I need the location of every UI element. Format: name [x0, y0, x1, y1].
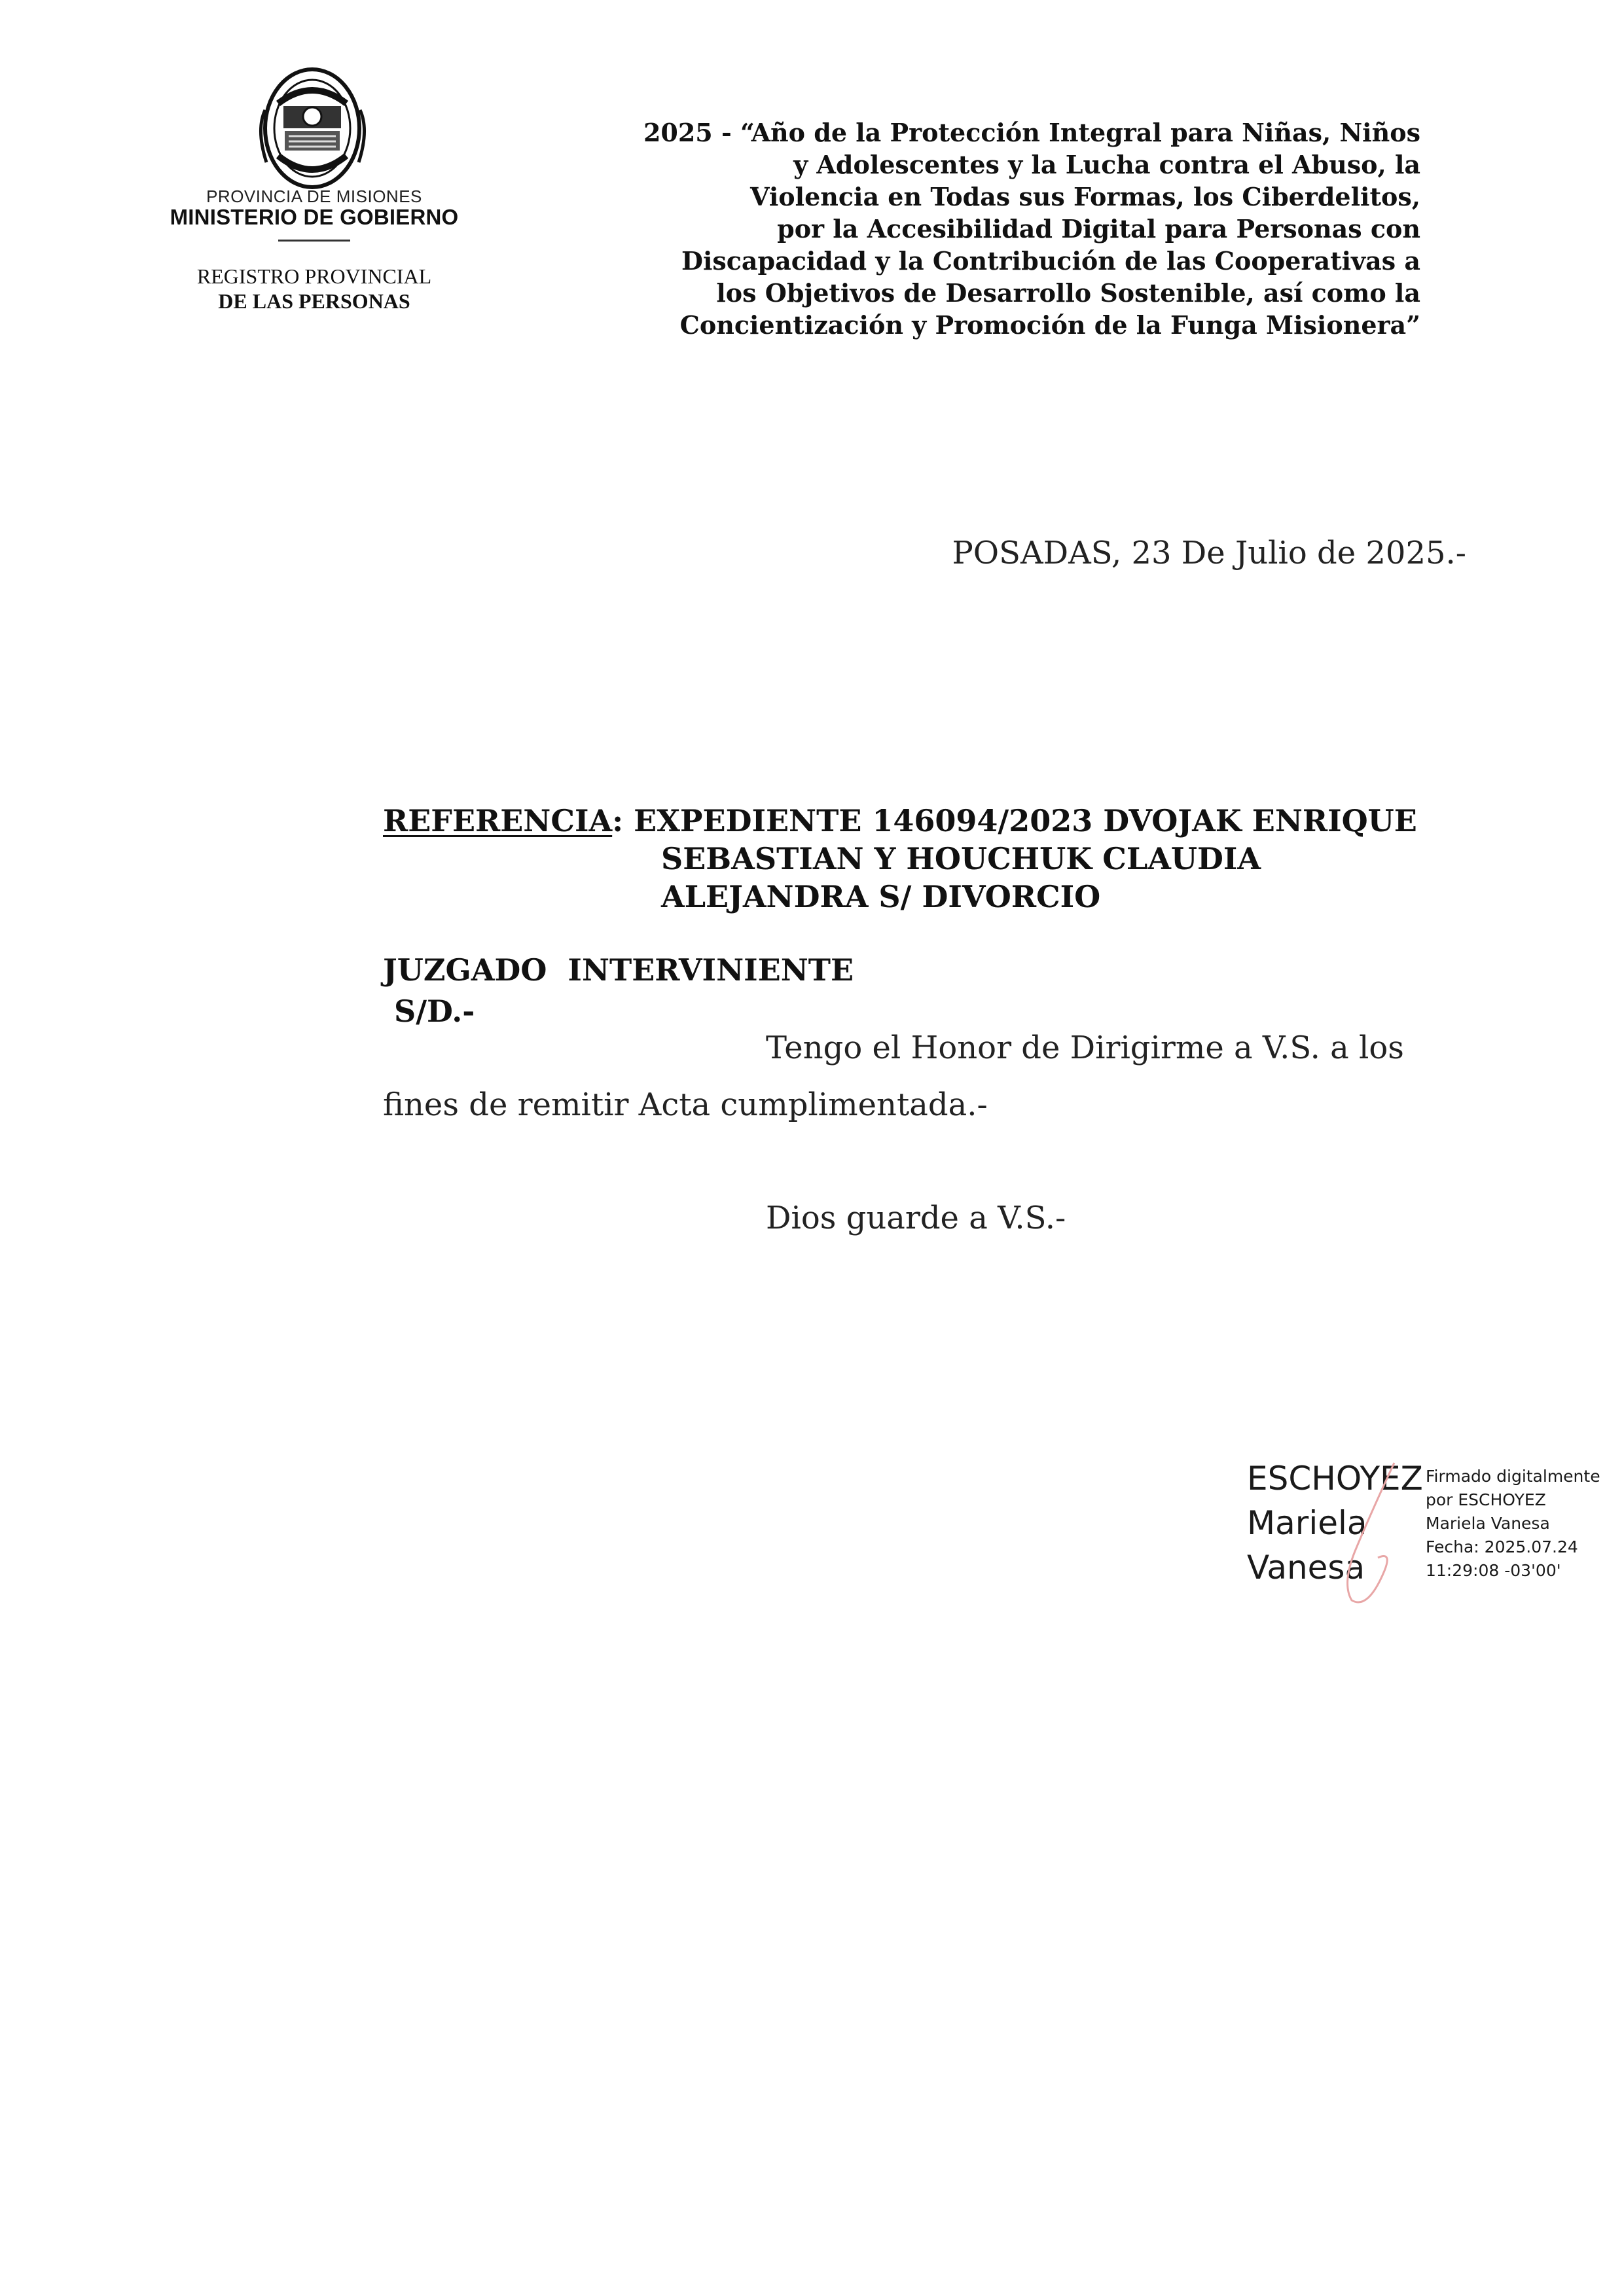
signer-name-line: Mariela: [1247, 1504, 1367, 1542]
ministry-name: MINISTERIO DE GOBIERNO: [170, 205, 459, 229]
reference-case-number: : EXPEDIENTE 146094/2023 DVOJAK ENRIQUE: [612, 803, 1417, 838]
provincial-seal-icon: [252, 64, 373, 195]
reference-block: [383, 802, 1456, 916]
signature-info-line: 11:29:08 -03'00': [1426, 1561, 1561, 1580]
registry-name-line2: DE LAS PERSONAS: [218, 289, 410, 313]
signature-info-line: Mariela Vanesa: [1426, 1514, 1550, 1533]
signer-name-line: ESCHOYEZ: [1247, 1460, 1423, 1498]
motto-line: Concientización y Promoción de la Funga Misionera”: [679, 310, 1420, 340]
signature-info-line: por ESCHOYEZ: [1426, 1490, 1546, 1509]
body-text-line1: Tengo el Honor de Dirigirme a V.S. a los: [766, 1030, 1404, 1066]
signature-info-line: Firmado digitalmente: [1426, 1467, 1600, 1486]
motto-line: Violencia en Todas sus Formas, los Ciberdelitos,: [750, 182, 1420, 211]
province-name: PROVINCIA DE MISIONES: [206, 187, 422, 206]
signature-info: [1426, 1465, 1600, 1583]
motto-line: y Adolescentes y la Lucha contra el Abuso, la: [793, 150, 1420, 179]
closing-formula: Dios guarde a V.S.-: [766, 1200, 1066, 1236]
motto-line: los Objetivos de Desarrollo Sostenible, así como la: [716, 278, 1420, 308]
reference-line-2: SEBASTIAN Y HOUCHUK CLAUDIA: [661, 841, 1261, 876]
addressee-sd: S/D.-: [394, 994, 475, 1029]
addressee-court: JUZGADO INTERVINIENTE: [383, 952, 854, 988]
reference-label: REFERENCIA: [383, 803, 613, 838]
year-motto: [589, 117, 1420, 341]
body-text-line2: fines de remitir Acta cumplimentada.-: [383, 1086, 988, 1123]
registry-name-line1: REGISTRO PROVINCIAL: [196, 264, 432, 288]
reference-line-3: ALEJANDRA S/ DIVORCIO: [661, 879, 1101, 914]
signer-name-line: Vanesa: [1247, 1549, 1365, 1587]
motto-line: Discapacidad y la Contribución de las Cooperativas a: [681, 246, 1420, 276]
signature-stroke-icon: [1332, 1460, 1404, 1610]
signature-info-line: Fecha: 2025.07.24: [1426, 1537, 1578, 1556]
motto-line: 2025 - “Año de la Protección Integral para Niñas, Niños: [643, 118, 1420, 147]
motto-line: por la Accesibilidad Digital para Personas con: [777, 214, 1420, 243]
place-date: POSADAS, 23 De Julio de 2025.-: [952, 535, 1466, 571]
header-divider: [278, 240, 350, 242]
